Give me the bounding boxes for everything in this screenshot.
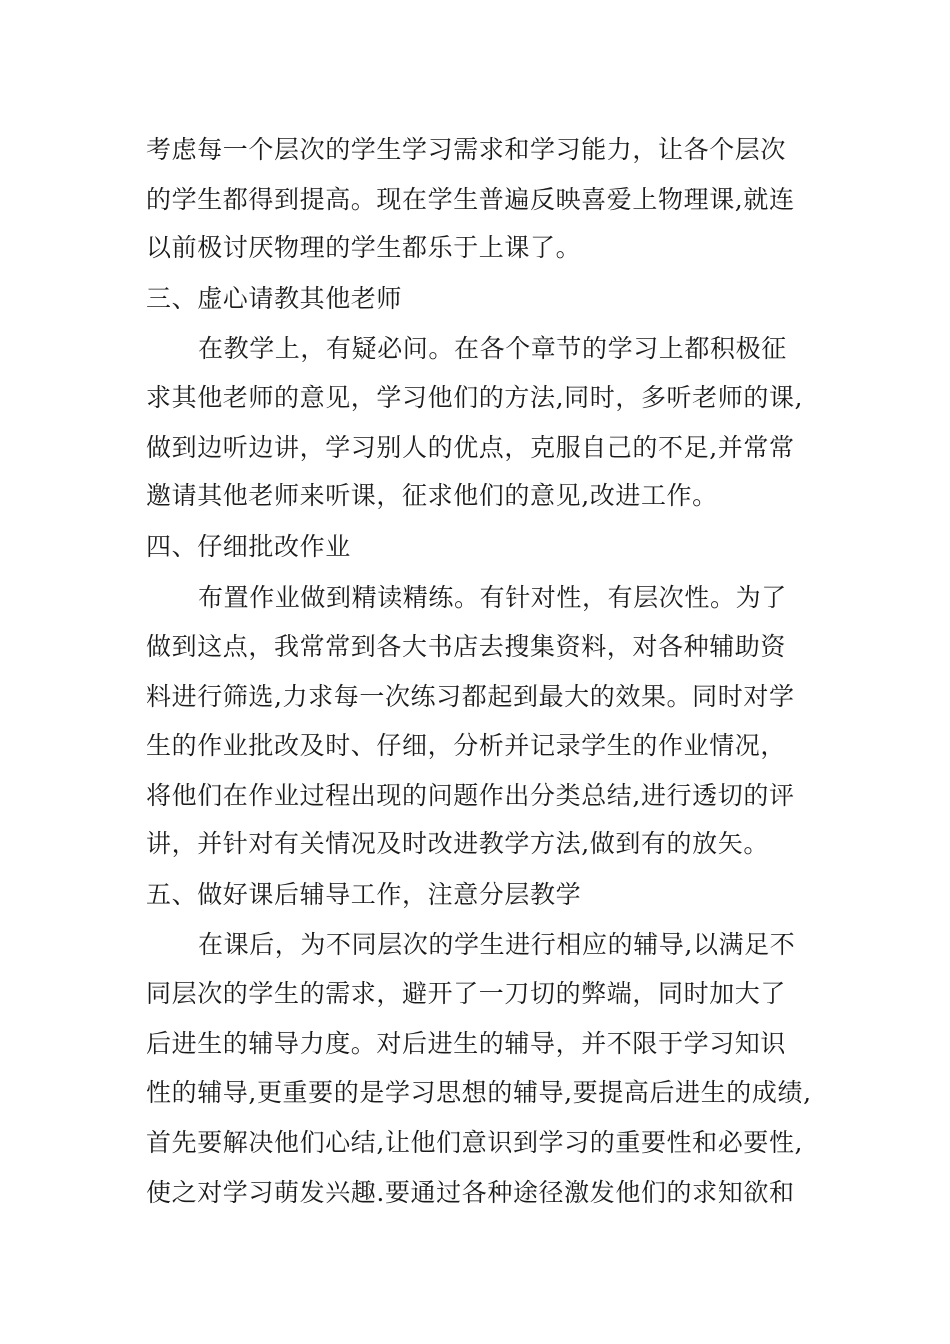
paragraph-line: 以前极讨厌物理的学生都乐于上课了。 [146, 233, 582, 262]
paragraph-line: 料进行筛选,力求每一次练习都起到最大的效果。同时对学 [146, 682, 795, 711]
section-heading: 三、虚心请教其他老师 [146, 284, 403, 313]
paragraph-line: 做到这点，我常常到各大书店去搜集资料，对各种辅助资 [146, 632, 787, 661]
paragraph-line: 邀请其他老师来听课，征求他们的意见,改进工作。 [146, 481, 718, 510]
section-heading: 四、仔细批改作业 [146, 532, 351, 561]
paragraph-line: 首先要解决他们心结,让他们意识到学习的重要性和必要性, [146, 1128, 804, 1157]
paragraph-line: 生的作业批改及时、仔细，分析并记录学生的作业情况， [146, 731, 787, 760]
paragraph-line: 在教学上，有疑必问。在各个章节的学习上都积极征 [198, 334, 787, 363]
paragraph-line: 做到边听边讲，学习别人的优点，克服自己的不足,并常常 [146, 433, 795, 462]
paragraph-line: 求其他老师的意见，学习他们的方法,同时，多听老师的课, [146, 383, 804, 412]
paragraph-line: 讲，并针对有关情况及时改进教学方法,做到有的放矢。 [146, 829, 769, 858]
paragraph-line: 的学生都得到提高。现在学生普遍反映喜爱上物理课,就连 [146, 185, 795, 214]
paragraph-line: 布置作业做到精读精练。有针对性，有层次性。为了 [198, 583, 787, 612]
paragraph-line: 考虑每一个层次的学生学习需求和学习能力，让各个层次 [146, 135, 787, 164]
paragraph-line: 在课后，为不同层次的学生进行相应的辅导,以满足不 [198, 930, 796, 959]
section-heading: 五、做好课后辅导工作，注意分层教学 [146, 880, 582, 909]
paragraph-line: 将他们在作业过程出现的问题作出分类总结,进行透切的评 [146, 781, 795, 810]
paragraph-line: 性的辅导,更重要的是学习思想的辅导,要提高后进生的成绩, [146, 1078, 812, 1107]
paragraph-line: 后进生的辅导力度。对后进生的辅导，并不限于学习知识 [146, 1029, 787, 1058]
paragraph-line: 使之对学习萌发兴趣.要通过各种途径激发他们的求知欲和 [146, 1178, 795, 1207]
paragraph-line: 同层次的学生的需求，避开了一刀切的弊端，同时加大了 [146, 979, 787, 1008]
